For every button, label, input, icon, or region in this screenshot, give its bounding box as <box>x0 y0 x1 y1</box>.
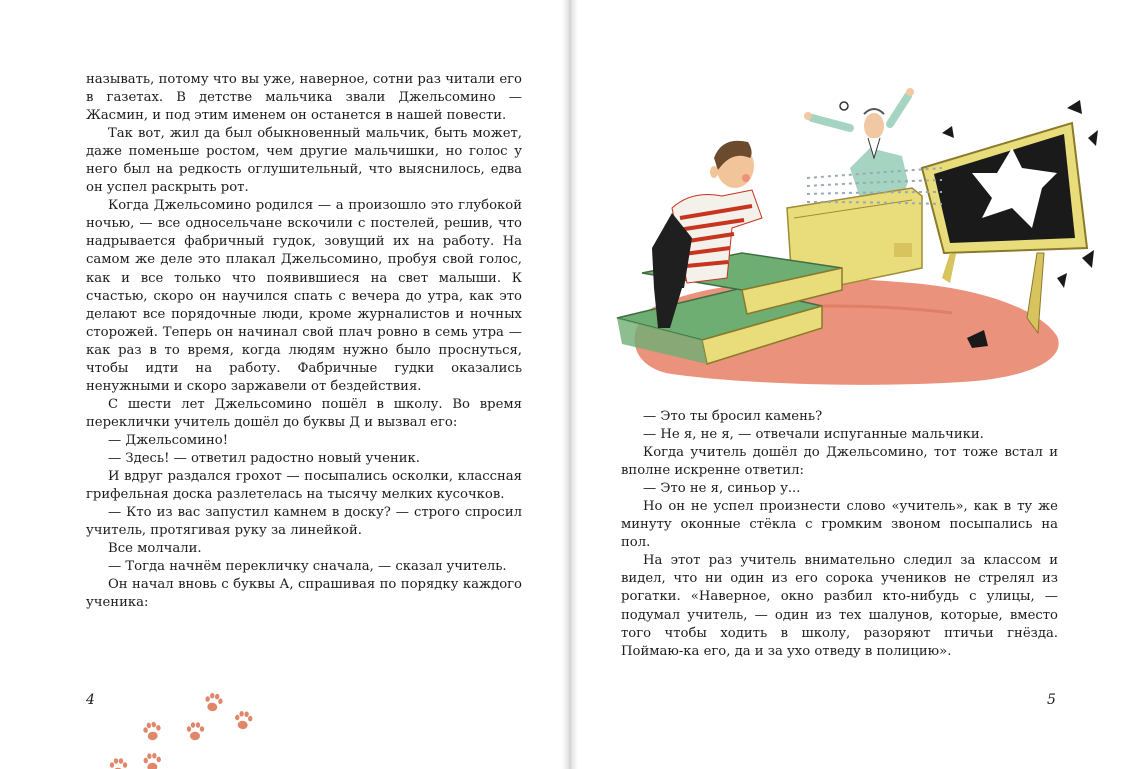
paragraph: — Джельсомино! <box>108 432 228 448</box>
paw-icon <box>187 722 204 740</box>
paragraph: Когда Джельсомино родился — а произошло это глубокой ночью, — все односельчане вскочили с постелей, решив, что надрывается фабричный гудок, зовущий их на работу. На самом же деле это плакал Джельсомино, пробуя свой голос, как и все только что появившиеся на свет малыши. К счастью, скоро он научился спать с вечера до утра, как это делают все порядочные люди, кроме журналистов и ночных сторожей. Теперь он начинал свой плач ровно в семь утра — как раз в то время, когда людям нужно было проснуться, чтобы идти на работу. Фабричные гудки оказались ненужными и скоро заржавели от бездействия. <box>86 198 522 394</box>
paragraph: С шести лет Джельсомино пошёл в школу. Во время переклички учитель дошёл до буквы Д и вызвал его: <box>86 396 522 430</box>
page-number-right: 5 <box>1047 692 1056 708</box>
paragraph: Но он не успел произнести слово «учитель», как в ту же минуту оконные стёкла с громким звоном посыпались на пол. <box>621 499 1058 551</box>
paragraph: Так вот, жил да был обыкновенный мальчик, быть может, даже поменьше ростом, чем другие мальчишки, но голос у него был на редкость оглушительный, что выяснилось, едва он успел раскрыть рот. <box>86 126 522 196</box>
paragraph: называть, потому что вы уже, наверное, сотни раз читали его в газетах. В детстве мальчика звали Джельсомино — Жасмин, и под этим именем он останется в нашей повести. <box>86 72 522 124</box>
paw-icon <box>142 721 162 742</box>
paragraph: На этот раз учитель внимательно следил за классом и видел, что ни один из его сорока учеников не стрелял из рогатки. «Наверное, окно разбил кто-нибудь с улицы, — подумал учитель, — один из тех шалунов, которые, вместо того чтобы ходить в школу, разоряют птичьи гнёзда. Поймаю-ка его, да и за ухо отведу в полицию». <box>621 553 1058 659</box>
paragraph: Он начал вновь с буквы А, спрашивая по порядку каждого ученика: <box>86 577 522 611</box>
book-gutter <box>562 0 578 769</box>
paw-icon <box>234 711 253 730</box>
paragraph: И вдруг раздался грохот — посыпались осколки, классная грифельная доска разлетелась на тысячу мелких кусочков. <box>86 469 522 503</box>
paragraph: — Это ты бросил камень? <box>643 409 823 424</box>
paw-icon <box>143 752 162 769</box>
paragraph: — Здесь! — ответил радостно новый ученик. <box>108 450 420 466</box>
paragraph: — Не я, не я, — отвечали испуганные мальчики. <box>643 427 984 443</box>
paragraph: — Кто из вас запустил камнем в доску? — строго спросил учитель, протягивая руку за линейкой. <box>86 505 522 539</box>
paw-prints-decoration <box>100 688 280 769</box>
paw-icon <box>110 758 127 769</box>
paragraph: Все молчали. <box>108 541 202 557</box>
classroom-illustration <box>612 78 1100 388</box>
paragraph: — Тогда начнём перекличку сначала, — сказал учитель. <box>108 559 507 575</box>
paw-icon <box>204 692 224 713</box>
left-page-text <box>86 71 522 612</box>
paragraph: — Это не я, синьор у... <box>643 481 801 497</box>
page-number-left: 4 <box>86 692 95 708</box>
paragraph: Когда учитель дошёл до Джельсомино, тот тоже встал и вполне искренне ответил: <box>621 445 1058 479</box>
right-page-text <box>621 408 1058 661</box>
